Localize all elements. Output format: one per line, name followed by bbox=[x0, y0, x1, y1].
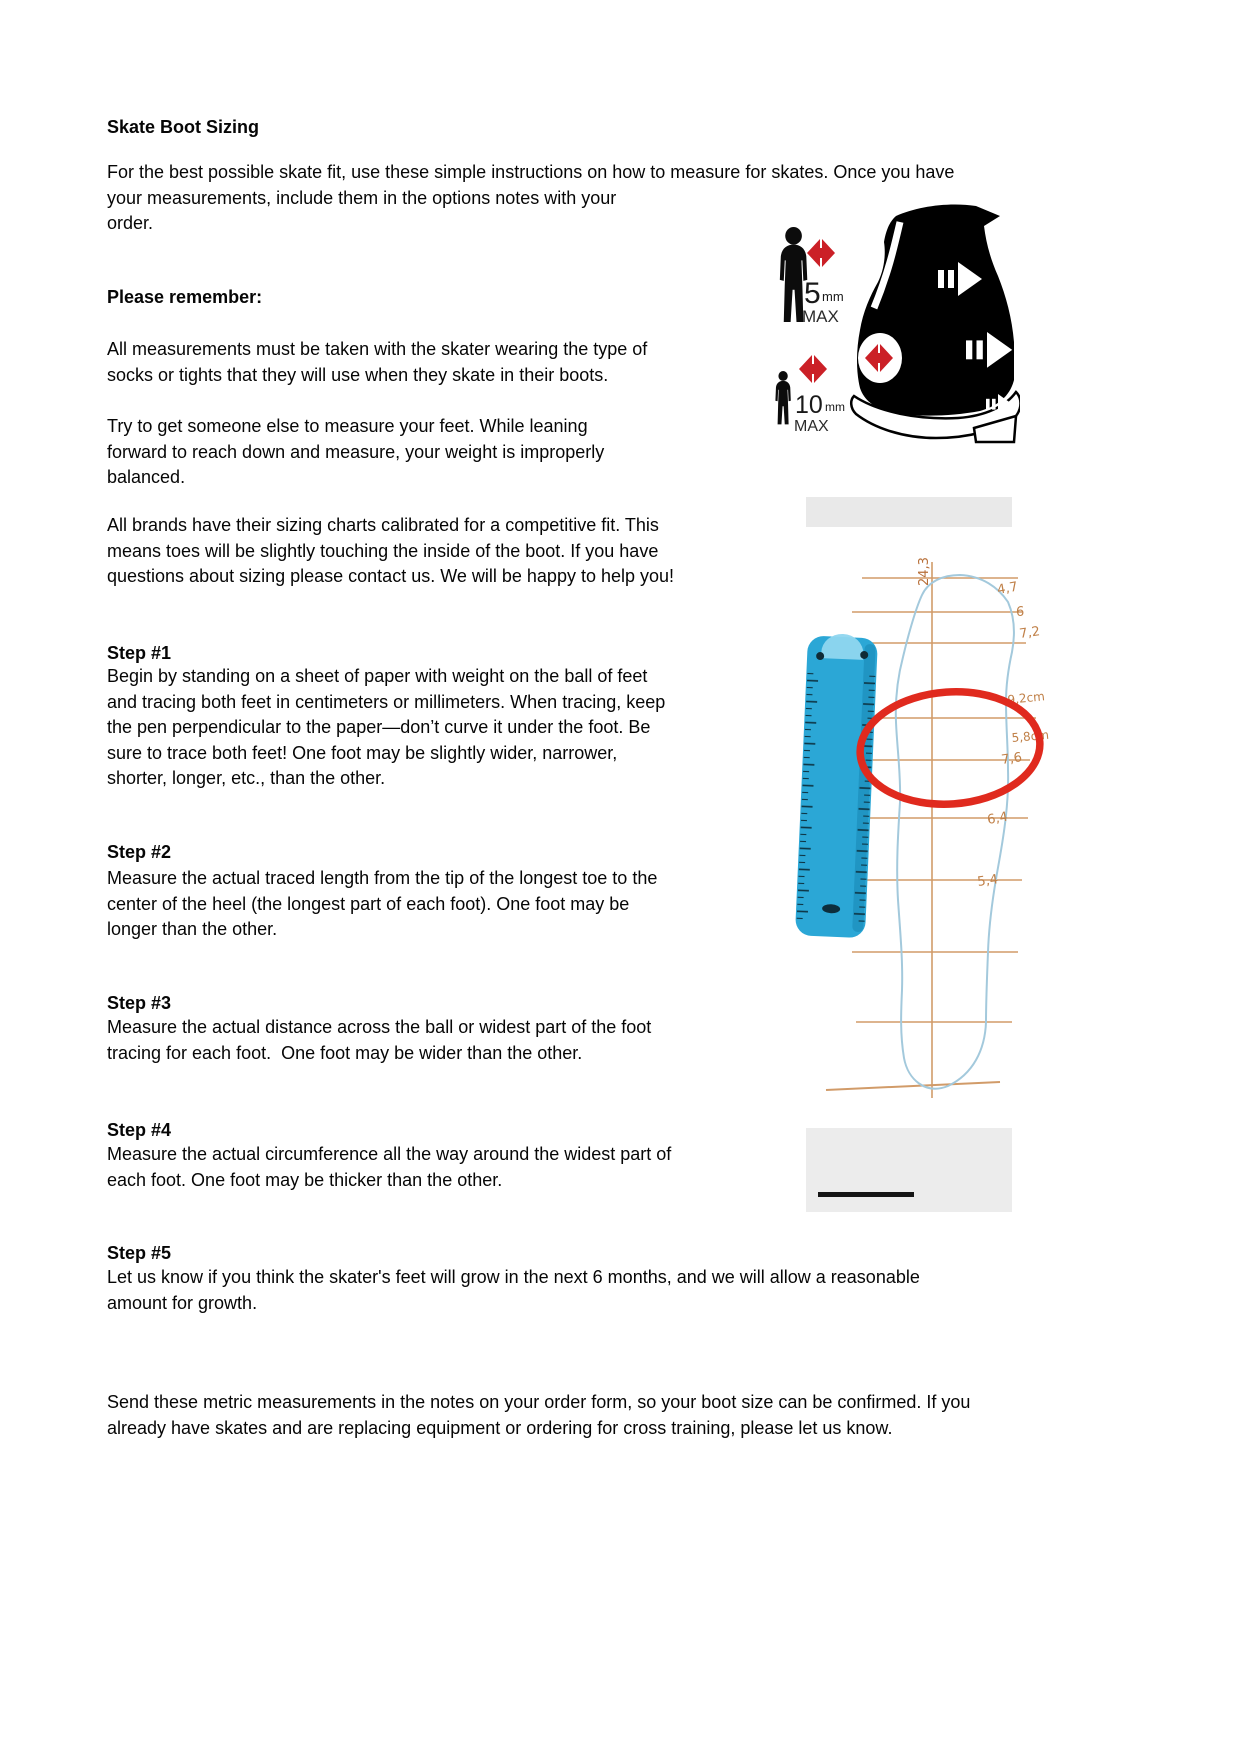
step5-text bbox=[107, 1265, 920, 1316]
step3-heading: Step #3 bbox=[107, 993, 172, 1013]
text-line: Measure the actual circumference all the way around the widest part of bbox=[107, 1144, 672, 1164]
child-max-unit: mm bbox=[825, 400, 845, 414]
step5-heading: Step #5 bbox=[107, 1243, 172, 1263]
text-line: already have skates and are replacing equipment or ordering for cross training, please let us know. bbox=[107, 1417, 893, 1438]
page-title: Skate Boot Sizing bbox=[107, 117, 260, 137]
skate-boot-illustration bbox=[851, 204, 1020, 442]
width-measurement: 5,8cm bbox=[1011, 727, 1050, 745]
text-line: For the best possible skate fit, use these simple instructions on how to measure for skates. Once you have bbox=[107, 162, 955, 182]
text-line: Measure the actual distance across the ball or widest part of the foot bbox=[107, 1017, 652, 1037]
scan-gray-strip bbox=[806, 497, 1012, 527]
text-line: order. bbox=[107, 213, 154, 233]
width-measurement: 7,6 bbox=[1000, 750, 1024, 768]
foot-tracing-photo bbox=[790, 490, 1052, 1225]
text-line: All measurements must be taken with the skater wearing the type of bbox=[107, 339, 648, 359]
width-measurement: 6 bbox=[1016, 605, 1025, 620]
text-line: balanced. bbox=[107, 467, 186, 487]
step1-text bbox=[107, 664, 665, 792]
remember-paragraph-1 bbox=[107, 337, 647, 388]
text-line: questions about sizing please contact us. We will be happy to help you! bbox=[107, 566, 675, 586]
foot-outline bbox=[896, 575, 1014, 1089]
text-line: Let us know if you think the skater's feet will grow in the next 6 months, and we will allow a reasonable bbox=[107, 1267, 920, 1287]
step2-heading: Step #2 bbox=[107, 842, 172, 862]
text-line: Begin by standing on a sheet of paper with weight on the ball of feet bbox=[107, 666, 648, 686]
width-measurement: 4,7 bbox=[996, 579, 1020, 598]
length-measurement: 24,3 bbox=[917, 557, 932, 586]
width-measurement: 5,4 bbox=[976, 872, 1000, 890]
step3-text bbox=[107, 1015, 651, 1066]
text-line: tracing for each foot. One foot may be wider than the other. bbox=[107, 1042, 583, 1063]
text-line: and tracing both feet in centimeters or millimeters. When tracing, keep bbox=[107, 691, 666, 712]
width-measurement: 7,2 bbox=[1018, 624, 1042, 642]
red-double-arrow-icon bbox=[807, 239, 835, 267]
step4-text bbox=[107, 1142, 671, 1193]
step2-text bbox=[107, 866, 657, 943]
step1-heading: Step #1 bbox=[107, 643, 172, 663]
adult-max-unit: mm bbox=[822, 289, 844, 304]
text-line: Send these metric measurements in the notes on your order form, so your boot size can be confirmed. If you bbox=[107, 1392, 971, 1412]
adult-max-value: 5 bbox=[804, 277, 821, 310]
step4-heading: Step #4 bbox=[107, 1120, 172, 1140]
child-max-label: MAX bbox=[794, 418, 829, 435]
text-line: your measurements, include them in the options notes with your bbox=[107, 187, 617, 208]
text-line: means toes will be slightly touching the inside of the boot. If you have bbox=[107, 540, 659, 561]
text-line: sure to trace both feet! One foot may be slightly wider, narrower, bbox=[107, 742, 618, 763]
remember-heading: Please remember: bbox=[107, 287, 263, 307]
text-line: the pen perpendicular to the paper—don’t curve it under the foot. Be bbox=[107, 717, 651, 737]
text-line: center of the heel (the longest part of each foot). One foot may be bbox=[107, 893, 630, 914]
text-line: amount for growth. bbox=[107, 1292, 258, 1313]
text-line: shorter, longer, etc., than the other. bbox=[107, 768, 386, 788]
text-line: each foot. One foot may be thicker than the other. bbox=[107, 1169, 503, 1190]
adult-max-label: MAX bbox=[802, 307, 839, 326]
boot-fit-diagram bbox=[688, 200, 1020, 445]
width-measurement: 6,4 bbox=[986, 809, 1010, 828]
text-line: Measure the actual traced length from the tip of the longest toe to the bbox=[107, 868, 658, 888]
text-line: socks or tights that they will use when they skate in their boots. bbox=[107, 364, 609, 385]
text-line: All brands have their sizing charts calibrated for a competitive fit. This bbox=[107, 515, 659, 535]
text-line: Try to get someone else to measure your feet. While leaning bbox=[107, 416, 588, 436]
text-line: longer than the other. bbox=[107, 919, 278, 939]
scan-black-line bbox=[818, 1192, 914, 1197]
scan-gray-panel bbox=[806, 1128, 1012, 1212]
child-max-value: 10 bbox=[795, 391, 823, 419]
remember-paragraph-3 bbox=[107, 513, 674, 590]
ruler-icon bbox=[795, 632, 878, 938]
closing-paragraph bbox=[107, 1390, 970, 1441]
width-measurement: 9,2cm bbox=[1006, 689, 1046, 707]
text-line: forward to reach down and measure, your weight is improperly bbox=[107, 441, 605, 462]
red-marker-circle bbox=[856, 686, 1043, 810]
red-double-arrow-icon bbox=[799, 355, 827, 383]
child-figure-icon bbox=[775, 371, 790, 424]
remember-paragraph-2 bbox=[107, 414, 604, 491]
